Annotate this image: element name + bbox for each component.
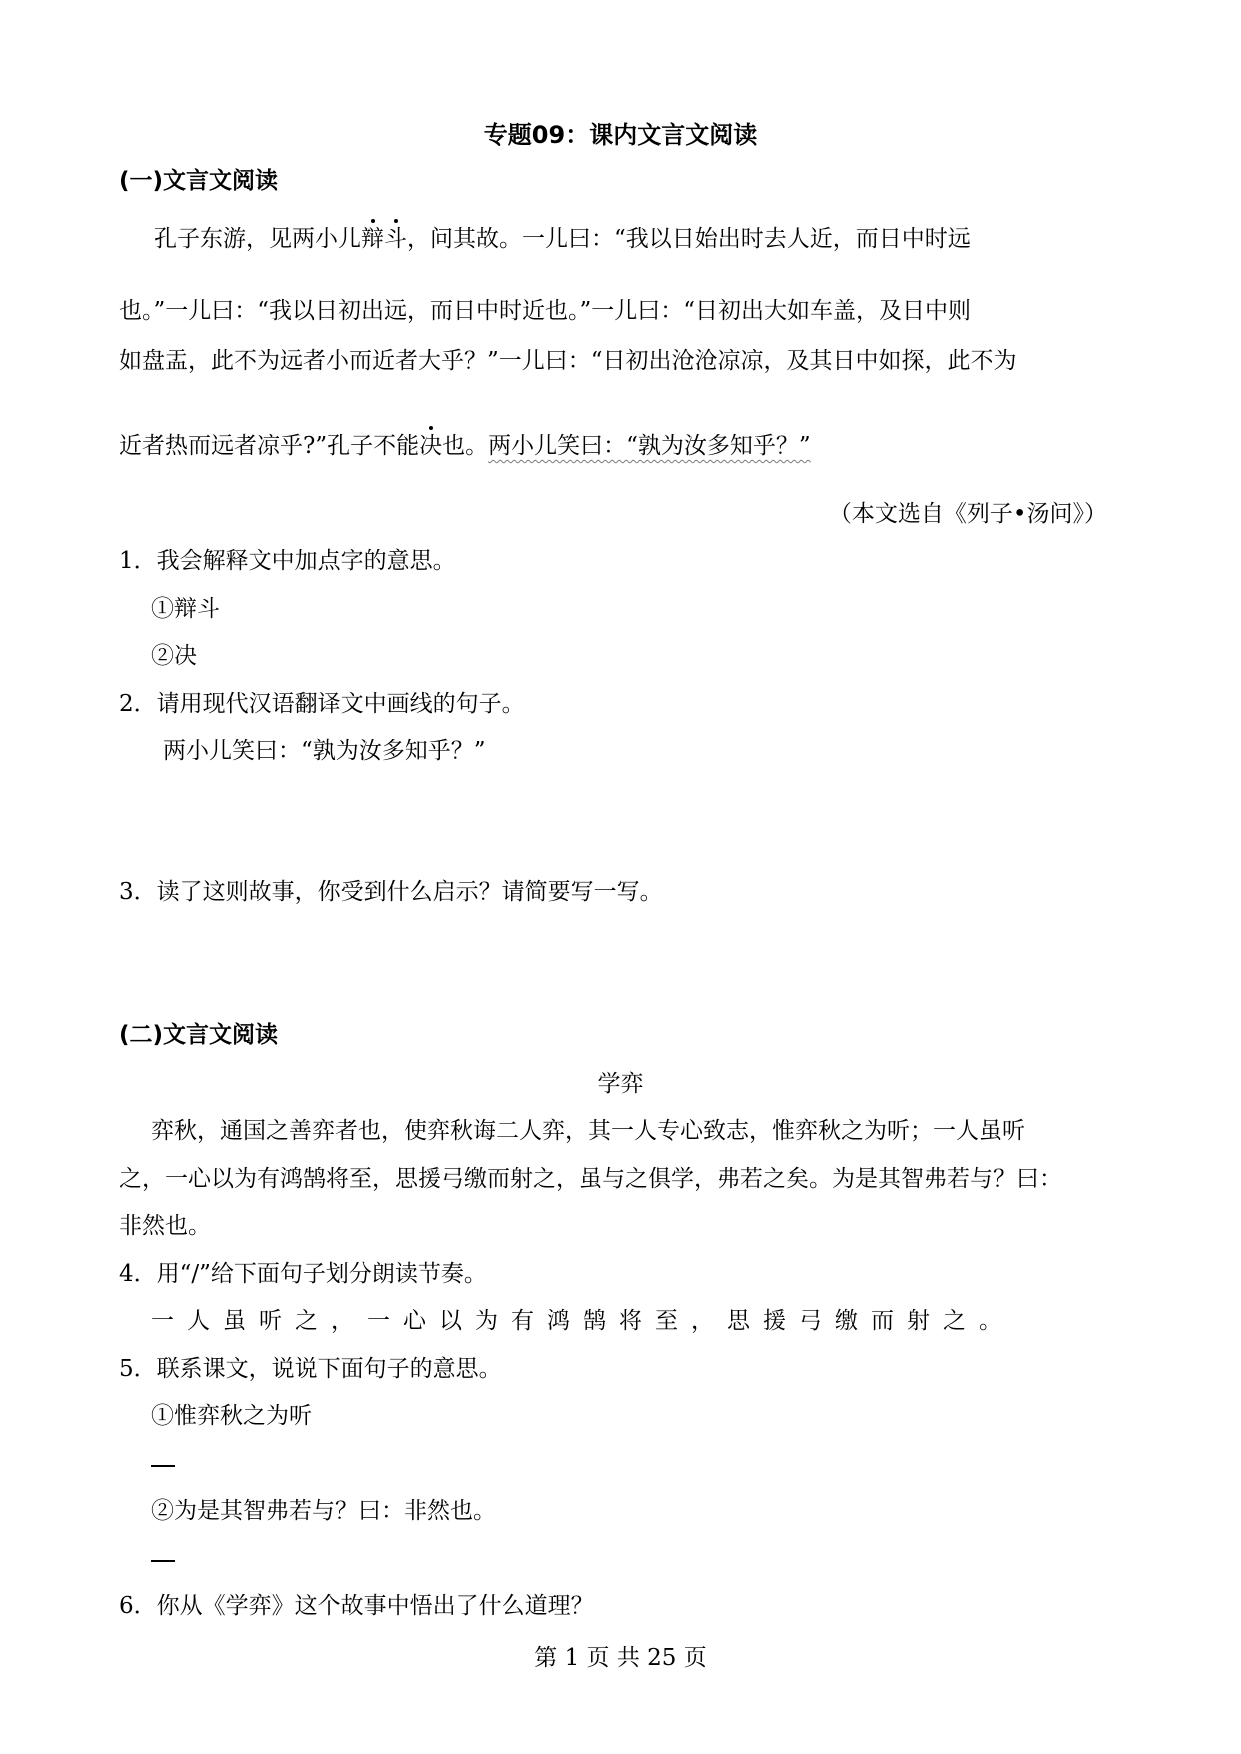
passage1-line2: 也。”一儿曰：“我以日初出远，而日中时近也。”一儿曰：“日初出大如车盖，及日中则 (119, 298, 972, 324)
passage1-line1 (154, 224, 971, 254)
question-5-item-2: ②为是其智弗若与？曰：非然也。 (151, 1498, 496, 1524)
passage1-text: 近者热而远者凉乎?”孔子不能 (119, 433, 420, 459)
question-1-item-2: ②决 (151, 643, 197, 669)
question-3: 3．读了这则故事，你受到什么启示？请简要写一写。 (119, 879, 663, 905)
passage1-line3: 如盘盂，此不为远者小而近者大乎？”一儿曰：“日初出沧沧凉凉，及其日中如探，此不为 (119, 348, 1017, 374)
answer-line (151, 1465, 175, 1467)
question-5-item-1: ①惟弈秋之为听 (151, 1403, 312, 1429)
dotted-char: 斗 (384, 226, 407, 252)
question-6: 6．你从《学弈》这个故事中悟出了什么道理？ (119, 1593, 594, 1619)
passage2-line2: 之，一心以为有鸿鹄将至，思援弓缴而射之，虽与之俱学，弗若之矣。为是其智弗若与？曰： (119, 1166, 1062, 1192)
passage1-text: ，问其故。一儿曰：“我以日始出时去人近，而日中时远 (407, 226, 971, 252)
passage2-line3: 非然也。 (119, 1213, 211, 1239)
question-4-sentence: 一人虽听之，一心以为有鸿鹄将至，思援弓缴而射之。 (151, 1308, 1015, 1334)
passage1-line4 (119, 431, 811, 461)
passage1-text: 孔子东游，见两小儿 (154, 226, 361, 252)
answer-line (151, 1560, 175, 1562)
question-5: 5．联系课文，说说下面句子的意思。 (119, 1356, 502, 1382)
source-citation: （本文选自《列子•汤问》） (828, 501, 1107, 527)
question-1: 1．我会解释文中加点字的意思。 (119, 548, 456, 574)
dotted-char: 辩 (361, 226, 384, 252)
underlined-sentence: 两小儿笑曰：“孰为汝多知乎？” (488, 433, 811, 459)
question-1-item-1: ①辩斗 (151, 596, 220, 622)
dotted-char: 决 (419, 433, 443, 459)
page-footer: 第 1 页 共 25 页 (534, 1645, 707, 1671)
passage2-line1: 弈秋，通国之善弈者也，使弈秋诲二人弈，其一人专心致志，惟弈秋之为听；一人虽听 (151, 1118, 1025, 1144)
section1-heading: (一)文言文阅读 (119, 168, 279, 194)
question-2: 2．请用现代汉语翻译文中画线的句子。 (119, 691, 525, 717)
passage2-title: 学弈 (597, 1071, 644, 1097)
section2-heading: (二)文言文阅读 (119, 1022, 279, 1048)
question-2-sentence: 两小儿笑曰：“孰为汝多知乎？” (163, 738, 486, 764)
question-4: 4．用“/”给下面句子划分朗读节奏。 (119, 1261, 487, 1287)
passage1-text: 也。 (442, 433, 489, 459)
page-title: 专题09：课内文言文阅读 (483, 121, 758, 149)
